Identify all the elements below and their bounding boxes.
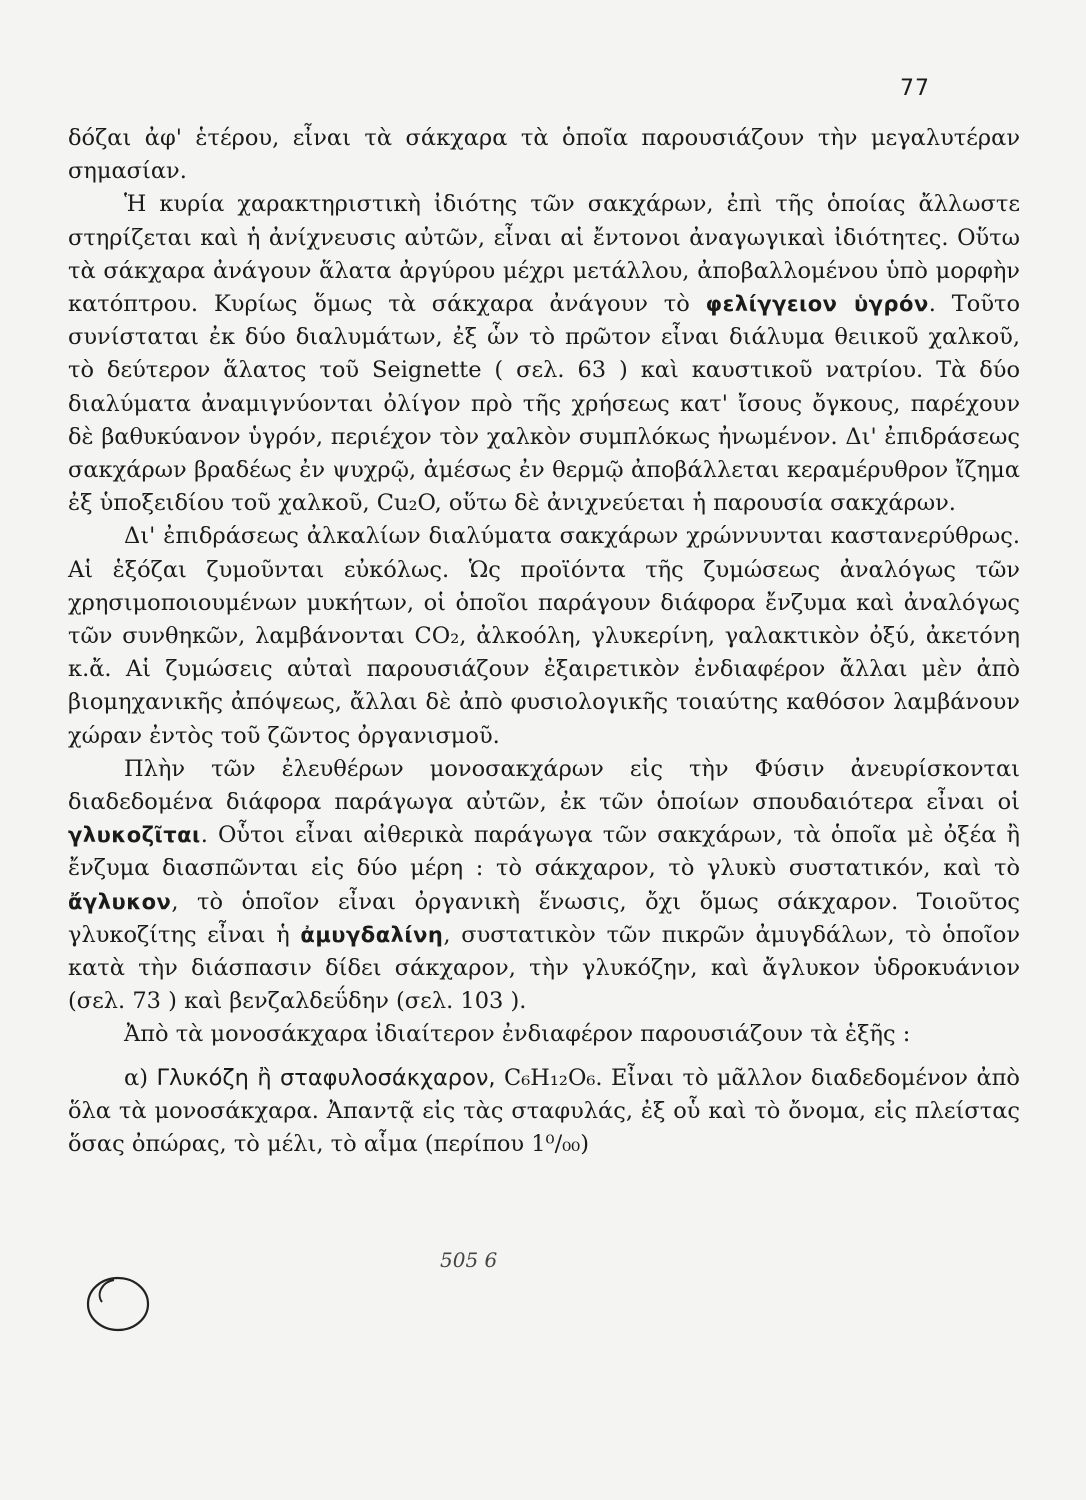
- paragraph-3: Δι' ἐπιδράσεως ἀλκαλίων διαλύματα σακχάρων χρώννυνται καστανερύθρως. Αἱ ἑξόζαι ζυμοῦνται εὐκόλως. Ὡς προϊόντα τῆς ζυμώσεως ἀναλόγως τῶν χρησιμοποιουμένων μυκήτων, οἱ ὁποῖοι παράγουν διάφορα ἔνζυμα καὶ ἀναλόγως τῶν συνθηκῶν, λαμβάνονται CO₂, ἀλκοόλη, γλυκερίνη, γαλακτικὸν ὀξύ, ἀκετόνη κ.ἄ. Αἱ ζυμώσεις αὐταὶ παρουσιάζουν ἐξαιρετικὸν ἐνδιαφέρον ἄλλαι μὲν ἀπὸ βιομηχανικῆς ἀπόψεως, ἄλλαι δὲ ἀπὸ φυσιολογικῆς τοιαύτης καθόσον λαμβάνουν χώραν ἐντὸς τοῦ ζῶντος ὀργανισμοῦ.: [68, 523, 1020, 749]
- formula-cu2o: Cu₂O: [376, 490, 435, 517]
- item-label: α): [124, 1064, 148, 1091]
- paragraph-4: Πλὴν τῶν ἐλευθέρων μονοσακχάρων εἰς τὴν Φύσιν ἀνευρίσκονται διαδεδομένα διάφορα παράγωγα αὐτῶν, ἐκ τῶν ὁποίων σπουδαιότερα εἶναι οἱ γλυκοζῖται. Οὗτοι εἶναι αἰθερικὰ παράγωγα τῶν σακχάρων, τὰ ὁποῖα μὲ ὀξέα ἢ ἔνζυμα διασπῶνται εἰς δύο μέρη : τὸ σάκχαρον, τὸ γλυκὺ συστατικόν, καὶ τὸ ἄγλυκον, τὸ ὁποῖον εἶναι ὀργανικὴ ἕνωσις, ὄχι ὅμως σάκχαρον. Τοιοῦτος γλυκοζίτης εἶναι ἡ ἀμυγδαλίνη, συστατικὸν τῶν πικρῶν ἀμυγδάλων, τὸ ὁποῖον κατὰ τὴν διάσπασιν δίδει σάκχαρον, τὴν γλυκόζην, καὶ ἄγλυκον ὑδροκυάνιον (σελ. 73 ) καὶ βενζαλδεΰδην (σελ. 103 ).: [68, 755, 1020, 1015]
- page-body: [68, 122, 1020, 1161]
- bold-term-aglycone: ἄγλυκον: [68, 889, 172, 914]
- bold-term-fehling: φελίγγειον ὑγρόν: [705, 292, 929, 317]
- paragraph-6-glucose: α) Γλυκόζη ἢ σταφυλοσάκχαρον, C₆H₁₂O₆. Εἶναι τὸ μᾶλλον διαδεδομένον ἀπὸ ὅλα τὰ μονοσάκχαρα. Ἀπαντᾷ εἰς τὰς σταφυλάς, ἐξ οὗ καὶ τὸ ὄνομα, εἰς πλείστας ὅσας ὀπώρας, τὸ μέλι, τὸ αἷμα (περίπου 1⁰/₀₀): [68, 1064, 1020, 1158]
- page-number: 77: [900, 76, 930, 101]
- bold-term-glycosides: γλυκοζῖται: [68, 823, 201, 848]
- glucose-title: Γλυκόζη ἢ σταφυλοσάκχαρον,: [156, 1064, 496, 1091]
- formula-glucose: C₆H₁₂O₆: [504, 1064, 596, 1091]
- paragraph-1: δόζαι ἀφ' ἑτέρου, εἶναι τὰ σάκχαρα τὰ ὁποῖα παρουσιάζουν τὴν μεγαλυτέραν σημασίαν.: [68, 125, 1020, 185]
- handwritten-circle-icon: [84, 1272, 156, 1334]
- paragraph-2: Ἡ κυρία χαρακτηριστικὴ ἰδιότης τῶν σακχάρων, ἐπὶ τῆς ὁποίας ἄλλωστε στηρίζεται καὶ ἡ ἀνίχνευσις αὐτῶν, εἶναι αἱ ἔντονοι ἀναγωγικαὶ ἰδιότητες. Οὕτω τὰ σάκχαρα ἀνάγουν ἅλατα ἀργύρου μέχρι μετάλλου, ἀποβαλλομένου ὑπὸ μορφὴν κατόπτρου. Κυρίως ὅμως τὰ σάκχαρα ἀνάγουν τὸ φελίγγειον ὑγρόν. Τοῦτο συνίσταται ἐκ δύο διαλυμάτων, ἐξ ὧν τὸ πρῶτον εἶναι διάλυμα θειικοῦ χαλκοῦ, τὸ δεύτερον ἅλατος τοῦ Seignette ( σελ. 63 ) καὶ καυστικοῦ νατρίου. Τὰ δύο διαλύματα ἀναμιγνύονται ὀλίγον πρὸ τῆς χρήσεως κατ' ἴσους ὄγκους, παρέχουν δὲ βαθυκύανον ὑγρόν, περιέχον τὸν χαλκὸν συμπλόκως ἠνωμένον. Δι' ἐπιδράσεως σακχάρων βραδέως ἐν ψυχρῷ, ἀμέσως ἐν θερμῷ ἀποβάλλεται κεραμέρυθρον ἴζημα ἐξ ὑποξειδίου τοῦ χαλκοῦ, Cu₂O, οὕτω δὲ ἀνιχνεύεται ἡ παρουσία σακχάρων.: [68, 191, 1020, 517]
- bold-term-amygdalin: ἀμυγδαλίνη: [300, 922, 444, 947]
- handwritten-margin-note: 505 6: [440, 1248, 498, 1272]
- paragraph-5: Ἀπὸ τὰ μονοσάκχαρα ἰδιαίτερον ἐνδιαφέρον παρουσιάζουν τὰ ἑξῆς :: [124, 1021, 911, 1048]
